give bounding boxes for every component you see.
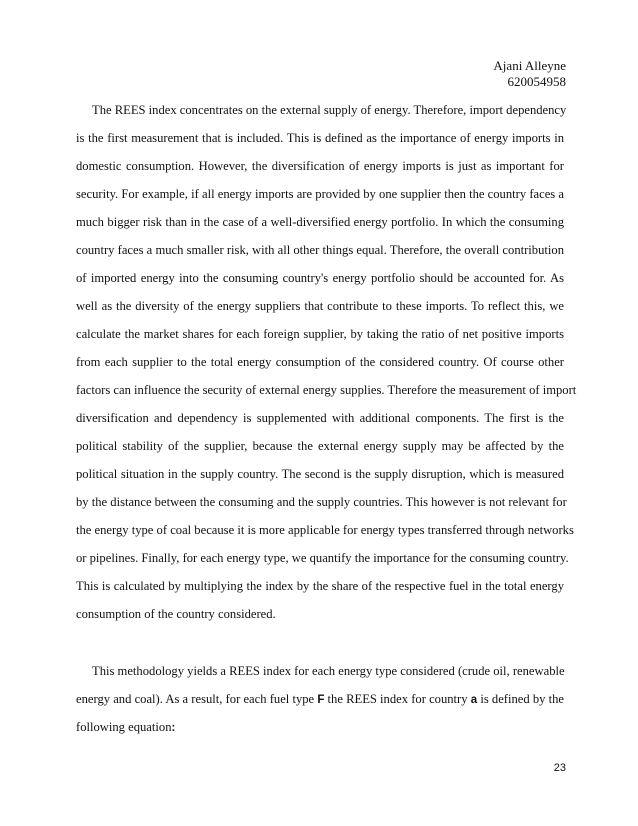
page-header [493, 58, 566, 90]
paragraph-line: country faces a much smaller risk, with all other things equal. Therefore, the overall contribution [76, 243, 564, 257]
paragraph-line: consumption of the country considered. [76, 607, 276, 621]
paragraph-2 [76, 657, 564, 741]
paragraph-line [76, 685, 564, 713]
paragraph-line: much bigger risk than in the case of a well-diversified energy portfolio. In which the consuming [76, 215, 564, 229]
paragraph-line: diversification and dependency is supplemented with additional components. The first is the [76, 411, 564, 425]
paragraph-line: well as the diversity of the energy suppliers that contribute to these imports. To reflect this, we [76, 299, 564, 313]
paragraph-line [76, 713, 564, 741]
student-id: 620054958 [507, 74, 566, 89]
paragraph-line: is the first measurement that is included. This is defined as the importance of energy imports in [76, 131, 564, 145]
paragraph-1 [76, 96, 577, 628]
text-run: the REES index for country [324, 692, 471, 706]
paragraph-line: domestic consumption. However, the diversification of energy imports is just as important for [76, 159, 564, 173]
paragraph-line: or pipelines. Finally, for each energy type, we quantify the importance for the consuming country. [76, 551, 569, 565]
paragraph-line: political situation in the supply country. The second is the supply disruption, which is measured [76, 467, 564, 481]
paragraph-line: The REES index concentrates on the external supply of energy. Therefore, import dependency [92, 103, 567, 117]
paragraph-line: the energy type of coal because it is more applicable for energy types transferred through networks [76, 523, 574, 537]
paragraph-line: factors can influence the security of external energy supplies. Therefore the measurement of import [76, 383, 577, 397]
paragraph-line: from each supplier to the total energy consumption of the considered country. Of course other [76, 355, 564, 369]
paragraph-line: calculate the market shares for each foreign supplier, by taking the ratio of net positive imports [76, 327, 564, 341]
text-run: energy and coal). As a result, for each fuel type [76, 692, 318, 706]
paragraph-line: This methodology yields a REES index for each energy type considered (crude oil, renewable [92, 664, 565, 678]
page-number: 23 [553, 762, 566, 774]
text-run: is defined by the [477, 692, 564, 706]
paragraph-line: political stability of the supplier, because the external energy supply may be affected by the [76, 439, 564, 453]
paragraph-line: by the distance between the consuming and the supply countries. This however is not relevant for [76, 495, 567, 509]
fuel-type-symbol: F [317, 694, 325, 706]
paragraph-line: of imported energy into the consuming country's energy portfolio should be accounted for. As [76, 271, 564, 285]
text-run: following equation [76, 720, 172, 734]
paragraph-line: This is calculated by multiplying the index by the share of the respective fuel in the total energy [76, 579, 564, 593]
country-symbol: a [470, 694, 478, 706]
author-name: Ajani Alleyne [493, 58, 566, 73]
paragraph-line: security. For example, if all energy imports are provided by one supplier then the country faces a [76, 187, 564, 201]
colon: : [171, 722, 176, 734]
